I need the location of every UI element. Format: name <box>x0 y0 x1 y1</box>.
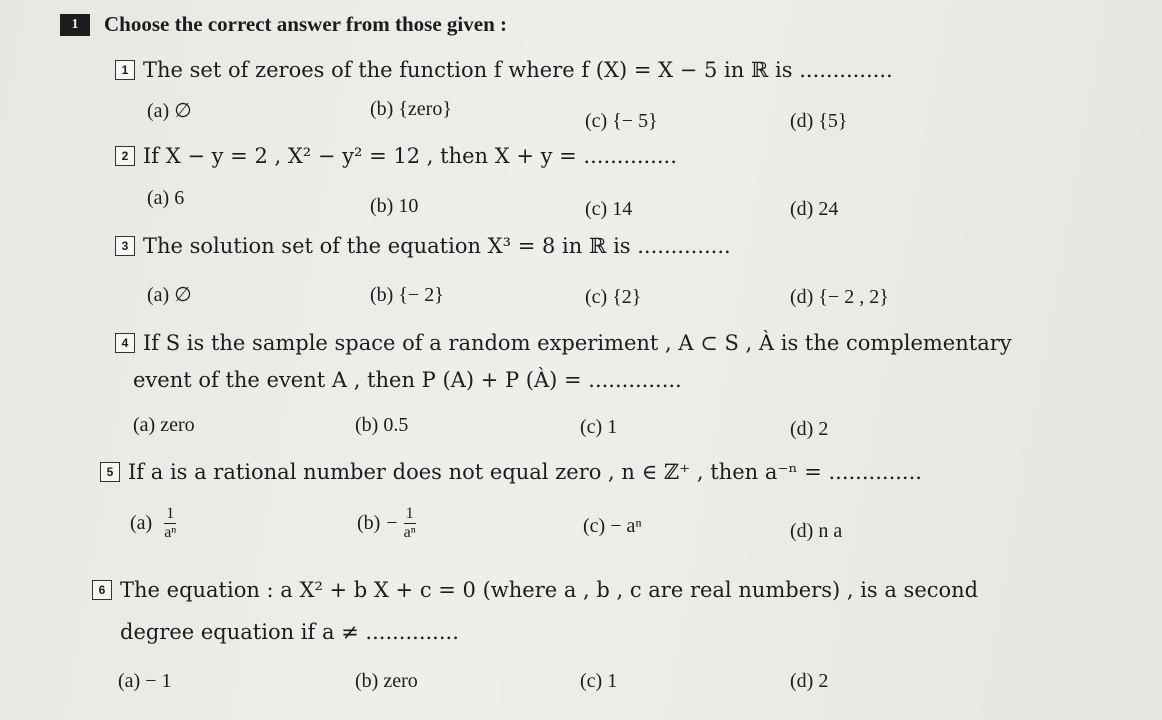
q1-option-c[interactable]: (c) {− 5} <box>585 110 658 132</box>
q3-option-c[interactable]: (c) {2} <box>585 286 642 308</box>
question-2 <box>115 144 677 168</box>
question-4 <box>115 331 1012 355</box>
question-1 <box>115 58 893 82</box>
q1-option-a[interactable]: (a) ∅ <box>147 100 192 122</box>
question-number: 1 <box>115 60 135 80</box>
denominator: aⁿ <box>403 523 416 541</box>
question-number: 3 <box>115 236 135 256</box>
question-text: If X − y = 2 , X² − y² = 12 , then X + y = .............. <box>143 144 677 168</box>
q6-option-b[interactable]: (b) zero <box>355 670 418 692</box>
q5-option-c[interactable]: (c) − aⁿ <box>583 515 642 537</box>
q4-option-a[interactable]: (a) zero <box>133 414 195 436</box>
q4-option-d[interactable]: (d) 2 <box>790 418 829 440</box>
question-6 <box>92 578 978 602</box>
question-3 <box>115 234 731 258</box>
option-label: (b) <box>357 511 381 534</box>
q6-option-a[interactable]: (a) − 1 <box>118 670 172 692</box>
question-number: 6 <box>92 580 112 600</box>
q1-option-b[interactable]: (b) {zero} <box>370 98 452 120</box>
question-number: 2 <box>115 146 135 166</box>
question-4-line-2 <box>133 368 682 392</box>
q6-option-c[interactable]: (c) 1 <box>580 670 618 692</box>
question-text-continued: event of the event A , then P (A) + P (À) = .............. <box>133 368 682 392</box>
q2-option-b[interactable]: (b) 10 <box>370 195 419 217</box>
q2-option-a[interactable]: (a) 6 <box>147 187 185 209</box>
question-6-line-2 <box>120 620 459 644</box>
question-text: If S is the sample space of a random experiment , A ⊂ S , À is the complementary <box>143 331 1012 355</box>
option-label: (a) <box>130 511 153 534</box>
fraction <box>404 505 416 541</box>
question-number: 4 <box>115 333 135 353</box>
question-text: If a is a rational number does not equal zero , n ∈ ℤ⁺ , then a⁻ⁿ = .............. <box>128 460 922 484</box>
q2-option-c[interactable]: (c) 14 <box>585 198 633 220</box>
section-number: 1 <box>60 14 90 36</box>
q1-option-d[interactable]: (d) {5} <box>790 110 848 132</box>
section-title: Choose the correct answer from those given : <box>104 12 507 36</box>
q3-option-a[interactable]: (a) ∅ <box>147 284 192 306</box>
q4-option-b[interactable]: (b) 0.5 <box>355 414 409 436</box>
q5-option-b[interactable] <box>357 505 416 541</box>
numerator: 1 <box>405 505 414 522</box>
question-text: The set of zeroes of the function f where f (X) = X − 5 in ℝ is .............. <box>143 58 893 82</box>
q5-option-d[interactable]: (d) n a <box>790 520 843 542</box>
question-text-continued: degree equation if a ≠ .............. <box>120 620 459 644</box>
question-number: 5 <box>100 462 120 482</box>
fraction <box>164 505 176 541</box>
question-text: The equation : a X² + b X + c = 0 (where a , b , c are real numbers) , is a second <box>120 578 979 602</box>
question-text: The solution set of the equation X³ = 8 in ℝ is .............. <box>143 234 731 258</box>
question-5 <box>100 460 922 484</box>
q5-option-a[interactable] <box>130 505 176 541</box>
q6-option-d[interactable]: (d) 2 <box>790 670 829 692</box>
numerator: 1 <box>166 505 175 522</box>
section-heading <box>60 12 507 37</box>
q3-option-b[interactable]: (b) {− 2} <box>370 284 444 306</box>
denominator: aⁿ <box>164 523 177 541</box>
q4-option-c[interactable]: (c) 1 <box>580 416 618 438</box>
option-sign: − <box>386 511 398 534</box>
q2-option-d[interactable]: (d) 24 <box>790 198 839 220</box>
q3-option-d[interactable]: (d) {− 2 , 2} <box>790 286 889 308</box>
